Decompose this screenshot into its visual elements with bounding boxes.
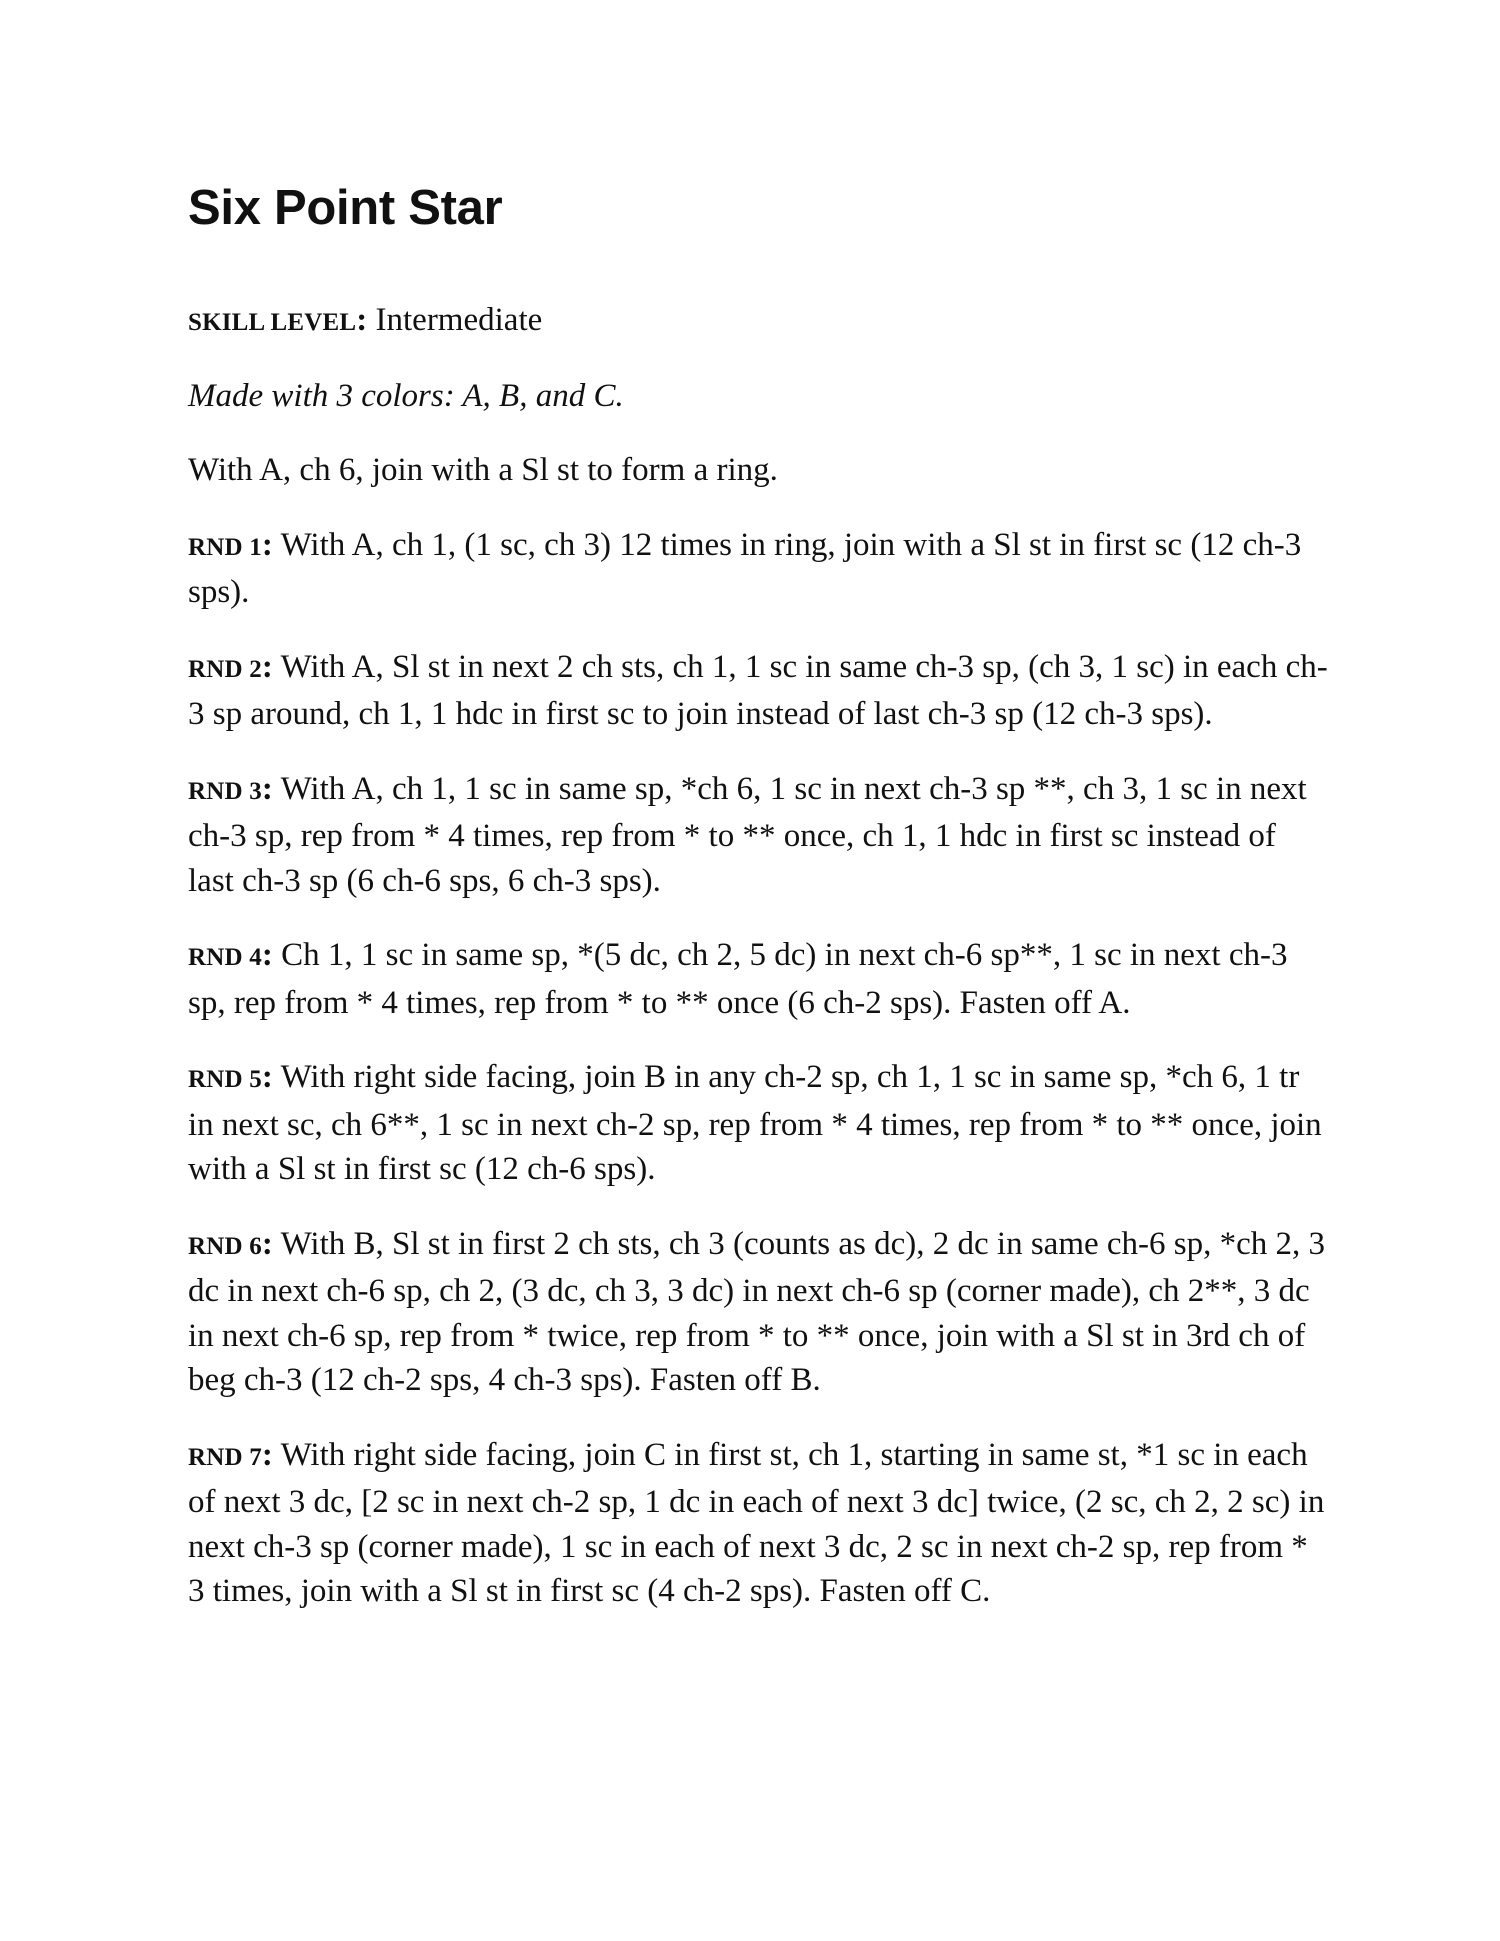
round-colon: : <box>261 770 273 807</box>
round-text: With A, ch 1, 1 sc in same sp, *ch 6, 1 sc in next ch-3 sp **, ch 3, 1 sc in next ch-3 sp, rep from * 4 times, rep from * to ** once, ch 1, 1 hdc in first sc instead of last ch-3 sp (6 ch-6 sps, 6 ch-3 sps). <box>188 770 1307 899</box>
round-label: RND 4 <box>188 944 262 971</box>
round-text: With right side facing, join B in any ch-2 sp, ch 1, 1 sc in same sp, *ch 6, 1 tr in next sc, ch 6**, 1 sc in next ch-2 sp, rep from * 4 times, rep from * to ** once, join with a Sl st in first sc (12 ch-6 sps). <box>188 1059 1322 1187</box>
made-with-note: Made with 3 colors: A, B, and C. <box>188 377 624 414</box>
round-label: RND 7 <box>188 1443 262 1471</box>
round-colon: : <box>261 648 273 685</box>
round-label: RND 1 <box>188 533 262 561</box>
round-colon: : <box>261 1059 273 1095</box>
round-5 <box>188 1055 1328 1192</box>
skill-level-label: SKILL LEVEL <box>188 309 357 336</box>
page-title: Six Point Star <box>188 181 503 235</box>
round-3 <box>188 767 1328 904</box>
round-4 <box>188 933 1328 1025</box>
round-text: With A, ch 1, (1 sc, ch 3) 12 times in ring, join with a Sl st in first sc (12 ch-3 sps). <box>188 526 1302 610</box>
round-1 <box>188 523 1328 615</box>
round-text: With B, Sl st in first 2 ch sts, ch 3 (counts as dc), 2 dc in same ch-6 sp, *ch 2, 3 dc in next ch-6 sp, ch 2, (3 dc, ch 3, 3 dc) in next ch-6 sp (corner made), ch 2**, 3 dc in next ch-6 sp, rep from * twice, rep from * to ** once, join with a Sl st in 3rd ch of beg ch-3 (12 ch-2 sps, 4 ch-3 sps). Fasten off B. <box>188 1225 1326 1398</box>
skill-level-value: Intermediate <box>375 302 543 338</box>
round-colon: : <box>261 1225 273 1262</box>
round-6 <box>188 1222 1328 1403</box>
intro-instruction: With A, ch 6, join with a Sl st to form a ring. <box>188 452 778 488</box>
round-label: RND 2 <box>188 655 262 683</box>
round-label: RND 5 <box>188 1066 262 1093</box>
skill-level-colon: : <box>356 302 368 338</box>
round-colon: : <box>261 1436 273 1473</box>
round-text: With A, Sl st in next 2 ch sts, ch 1, 1 sc in same ch-3 sp, (ch 3, 1 sc) in each ch-3 sp around, ch 1, 1 hdc in first sc to join instead of last ch-3 sp (12 ch-3 sps). <box>188 648 1328 732</box>
round-text: Ch 1, 1 sc in same sp, *(5 dc, ch 2, 5 dc) in next ch-6 sp**, 1 sc in next ch-3 sp, rep from * 4 times, rep from * to ** once (6 ch-2 sps). Fasten off A. <box>188 937 1288 1021</box>
pattern-page <box>188 178 1328 1614</box>
round-label: RND 3 <box>188 777 262 805</box>
round-label: RND 6 <box>188 1232 262 1260</box>
round-text: With right side facing, join C in first st, ch 1, starting in same st, *1 sc in each of next 3 dc, [2 sc in next ch-2 sp, 1 dc in each of next 3 dc] twice, (2 sc, ch 2, 2 sc) in next ch-3 sp (corner made), 1 sc in each of next 3 dc, 2 sc in next ch-2 sp, rep from * 3 times, join with a Sl st in first sc (4 ch-2 sps). Fasten off C. <box>188 1436 1325 1609</box>
round-7 <box>188 1433 1328 1614</box>
round-colon: : <box>261 526 273 563</box>
skill-level <box>188 298 1328 346</box>
round-colon: : <box>261 937 273 973</box>
round-2 <box>188 645 1328 737</box>
